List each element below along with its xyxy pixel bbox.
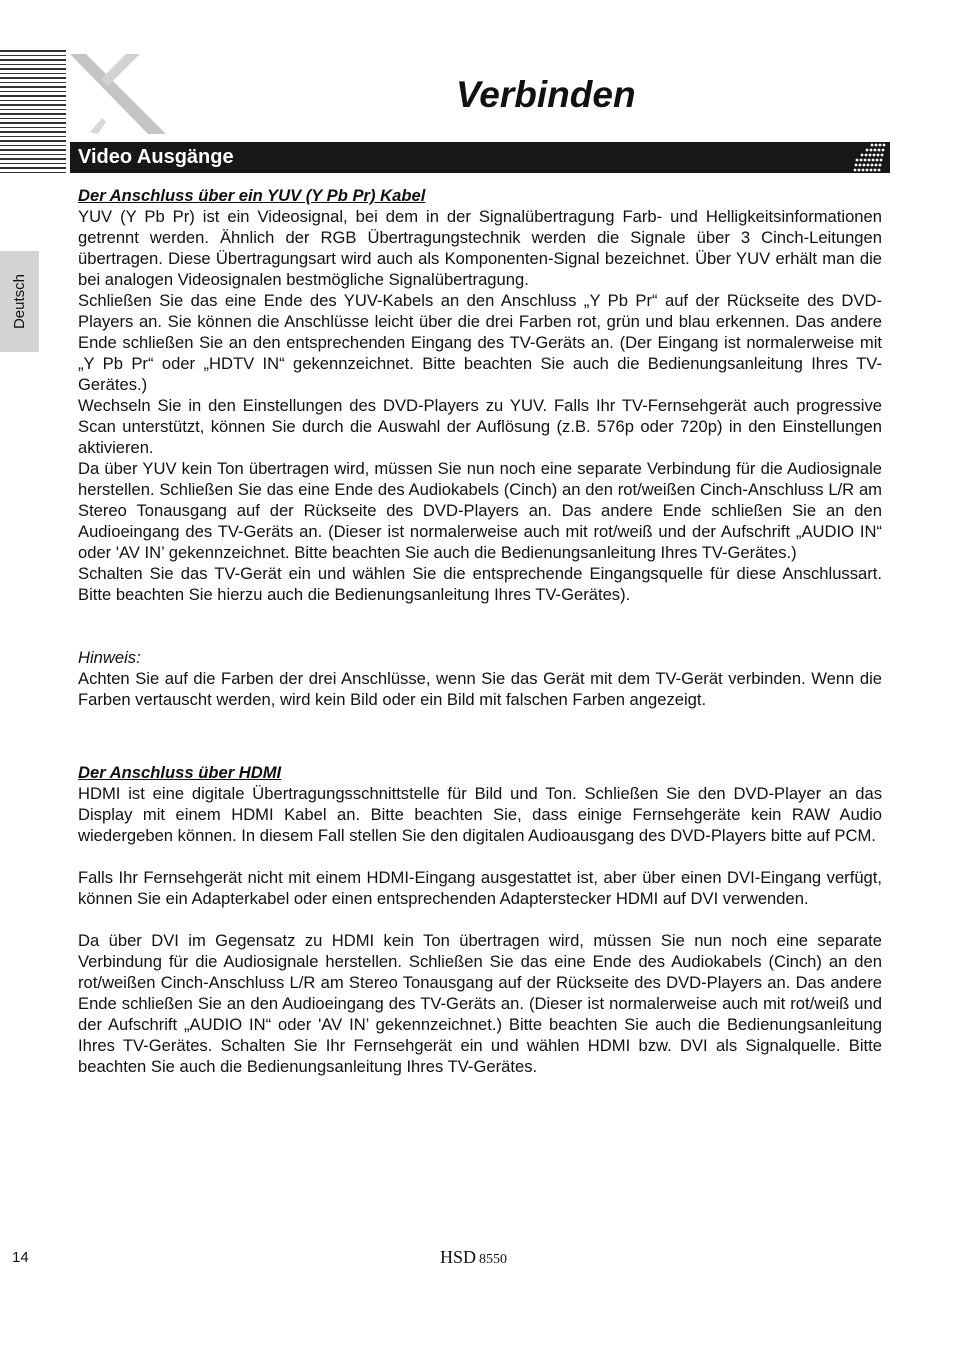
hdmi-paragraph: Falls Ihr Fernsehgerät nicht mit einem HDMI-Eingang ausgestattet ist, aber über einen DVI-Eingang verfügt, können Sie ein Adapterkabel oder einen entsprechenden Adapterstecker HDMI auf DVI verwenden. — [78, 868, 882, 908]
yuv-paragraph: Schließen Sie das eine Ende des YUV-Kabels an den Anschluss „Y Pb Pr“ auf der Rückseite des DVD-Players an. Sie können die Anschlüsse leicht über die drei Farben rot, grün und blau erkennen. Das andere Ende schließen Sie an den entsprechenden Eingang des TV-Geräts an. (Der Eingang ist normalerweise mit „Y Pb Pr“ oder „HDTV IN“ gekennzeichnet. Bitte beachten Sie auch die Bedienungsanleitung Ihres TV-Gerätes.) — [78, 291, 882, 394]
yuv-heading: Der Anschluss über ein YUV (Y Pb Pr) Kabel — [78, 186, 426, 205]
yuv-paragraph: YUV (Y Pb Pr) ist ein Videosignal, bei dem in der Signalübertragung Farb- und Helligkeitsinformationen getrennt werden. Ähnlich der RGB Übertragungstechnik werden die Signale über 3 Cinch-Leitungen übertragen. Diese Übertragungsart wird auch als Komponenten-Signal bezeichnet. Über YUV erhält man die bei analogen Videosignalen bestmögliche Signalübertragung. — [78, 207, 882, 289]
hdmi-heading: Der Anschluss über HDMI — [78, 763, 282, 782]
hdmi-paragraph: Da über DVI im Gegensatz zu HDMI kein Ton übertragen wird, müssen Sie nun noch eine separate Verbindung für die Audiosignale herstellen. Schließen Sie das eine Ende des Audiokabels (Cinch) an den rot/weißen Cinch-Anschluss L/R am Stereo Tonausgang auf der Rückseite des DVD-Players an. Das andere Ende schließen Sie an den Audioeingang des TV-Geräts an. (Dieser ist normalerweise auch mit rot/weiß und der Aufschrift „AUDIO IN“ oder 'AV IN’ gekennzeichnet.) Bitte beachten Sie auch die Bedienungsanleitung Ihres TV-Gerätes. Schalten Sie Ihr Fernsehgerät ein und wählen HDMI bzw. DVI als Signalquelle. Bitte beachten Sie auch die Bedienungsanleitung Ihres TV-Gerätes. — [78, 931, 882, 1076]
section-title: Video Ausgänge — [78, 146, 234, 168]
model-number: 8550 — [479, 1252, 508, 1267]
note-label: Hinweis: — [78, 648, 141, 667]
note-text: Achten Sie auf die Farben der drei Anschlüsse, wenn Sie das Gerät mit dem TV-Gerät verbinden. Wenn die Farben vertauscht werden, wird kein Bild oder ein Bild mit falschen Farben angezeigt. — [78, 669, 882, 709]
x-logo-icon — [68, 52, 168, 138]
yuv-paragraph: Wechseln Sie in den Einstellungen des DVD-Players zu YUV. Falls Ihr TV-Fernsehgerät auch progressive Scan unterstützt, können Sie durch die Auswahl der Auflösung (z.B. 576p oder 720p) in den Einstellungen aktivieren. — [78, 396, 882, 457]
yuv-paragraph: Da über YUV kein Ton übertragen wird, müssen Sie nun noch eine separate Verbindung für die Audiosignale herstellen. Schließen Sie das eine Ende des Audiokabels (Cinch) an den rot/weißen Cinch-Anschluss L/R am Stereo Tonausgang auf der Rückseite des DVD-Players an. Das andere Ende schließen Sie an den Audioeingang des TV-Geräts an. (Dieser ist normalerweise auch mit rot/weiß und der Aufschrift „AUDIO IN“ oder 'AV IN’ gekennzeichnet. Bitte beachten Sie auch die Bedienungsanleitung Ihres TV-Gerätes.) — [78, 459, 882, 562]
header-stripes-decoration — [0, 50, 66, 182]
model-name — [440, 1247, 507, 1268]
model-name-text: HSD — [440, 1247, 477, 1267]
yuv-paragraph: Schalten Sie das TV-Gerät ein und wählen Sie die entsprechende Eingangsquelle für diese Anschlussart. Bitte beachten Sie hierzu auch die Bedienungsanleitung Ihres TV-Gerätes). — [78, 564, 882, 604]
page-title: Verbinden — [456, 74, 636, 115]
dot-pattern-icon — [848, 142, 888, 173]
page-number: 14 — [12, 1249, 29, 1266]
main-content — [78, 185, 882, 1077]
section-header-bar — [70, 142, 890, 173]
language-tab-label: Deutsch — [11, 273, 28, 330]
language-tab — [0, 251, 39, 352]
hdmi-paragraph: HDMI ist eine digitale Übertragungsschnittstelle für Bild und Ton. Schließen Sie den DVD-Player an das Display mit einem HDMI Kabel an. Bitte beachten Sie, dass einige Fernsehgeräte kein RAW Audio wiedergeben können. In diesem Fall stellen Sie den digitalen Audioausgang des DVD-Players bitte auf PCM. — [78, 784, 882, 845]
